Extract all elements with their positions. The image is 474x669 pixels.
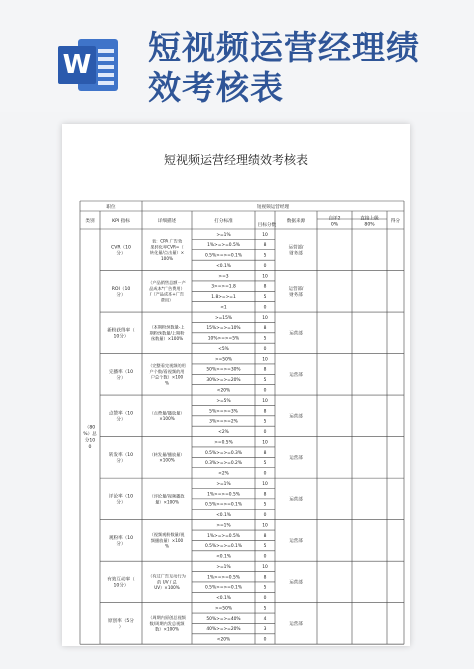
kpi-name: 完播率（10	[108, 369, 134, 375]
kpi-desc: %	[165, 543, 169, 549]
tier-standard: 3>=>=1.8	[211, 284, 236, 290]
tier-standard: 40%>=>=20%	[206, 627, 241, 633]
kpi-desc: 费用）	[160, 297, 174, 303]
tier-score: 8	[263, 409, 267, 415]
header-self-eval: 自评2	[328, 216, 341, 222]
kpi-name: ）	[118, 625, 124, 631]
tier-standard: 1%>=>=0.5%	[207, 533, 240, 539]
tier-score: 5	[263, 544, 267, 550]
banner	[0, 0, 474, 112]
kpi-desc: （点赞量/播放量）	[149, 410, 185, 416]
tier-score: 0	[263, 554, 267, 560]
tier-standard: >=0.5%	[214, 440, 233, 446]
tier-score: 0	[263, 388, 267, 394]
kpi-name: 分）	[116, 542, 126, 548]
tier-standard: >=1%	[216, 564, 231, 570]
tier-score: 0	[263, 471, 267, 477]
kpi-name: 分）	[116, 500, 126, 506]
tier-standard: <1	[220, 305, 227, 311]
category-label: 分10	[84, 438, 96, 444]
tier-score: 5	[263, 419, 267, 425]
tier-standard: <2%	[218, 471, 229, 477]
kpi-desc: 数）×100%	[155, 626, 179, 632]
kpi-name: 分）	[116, 376, 126, 382]
tier-standard: 1.8>=>=1	[211, 295, 236, 301]
tier-standard: 0.5%>=>=0.1%	[204, 544, 243, 550]
kpi-desc: 频播放量）×100	[150, 537, 184, 543]
tier-standard: >=1%	[216, 481, 231, 487]
data-source: 财务部	[289, 251, 303, 257]
kpi-desc: （本期粉丝数量-上	[149, 324, 185, 330]
tier-standard: 5%>=>=3%	[209, 409, 238, 415]
tier-standard: 1%>=>=0.5%	[207, 492, 240, 498]
tier-score: 5	[263, 606, 267, 612]
kpi-desc: UV）×100%	[154, 585, 180, 591]
tier-score: 5	[263, 295, 267, 301]
tier-standard: >=3	[218, 274, 229, 280]
tier-score: 5	[263, 378, 267, 384]
kpi-desc: ×100%	[159, 416, 175, 422]
header-kpi: KPI 指标	[112, 219, 130, 224]
tier-score: 0	[263, 346, 267, 352]
category-label: %）总	[83, 431, 97, 437]
tier-score: 8	[263, 367, 267, 373]
kpi-name: 点赞率（10	[108, 411, 134, 417]
kpi-desc: 果转化率CVR=（	[150, 244, 184, 250]
tier-score: 8	[263, 243, 267, 249]
header-scoring: 打分标准	[214, 219, 233, 224]
tier-standard: >=1%	[216, 523, 231, 529]
header-source: 数据来源	[286, 219, 306, 224]
tier-score: 0	[263, 263, 267, 269]
tier-score: 5	[263, 461, 267, 467]
kpi-name: 10分）	[113, 334, 129, 340]
kpi-desc: 转化量/点击量）×	[149, 250, 185, 256]
kpi-desc: （有过广告互动行为	[148, 573, 186, 579]
kpi-desc: （视频观粉数量/视	[149, 532, 185, 538]
category-label: 0	[88, 444, 92, 450]
data-source: 运营部	[289, 331, 303, 337]
tier-standard: <20%	[216, 637, 231, 643]
tier-standard: 0.5%>=>=0.1%	[204, 502, 243, 508]
tier-score: 0	[263, 305, 267, 311]
tier-score: 10	[262, 440, 268, 446]
tier-score: 0	[263, 513, 267, 519]
tier-score: 5	[263, 253, 267, 259]
data-source: 运营部	[289, 580, 303, 586]
kpi-name: 分）	[116, 459, 126, 465]
tier-score: 5	[263, 336, 267, 342]
data-source: 运营部	[289, 538, 303, 544]
kpi-desc: 品成本*广告费用）	[149, 285, 185, 291]
kpi-desc: %	[165, 380, 169, 386]
tier-standard: <2%	[218, 430, 229, 436]
tier-score: 10	[262, 315, 268, 321]
tier-score: 5	[263, 585, 267, 591]
tier-score: 8	[263, 326, 267, 332]
tier-score: 0	[263, 637, 267, 643]
kpi-desc: ×100%	[159, 457, 175, 463]
data-source: 财务部	[289, 292, 303, 298]
header-total: 得分	[390, 219, 401, 224]
kpi-desc: （转发量/播放量）	[149, 451, 185, 457]
kpi-name: 观粉率（10	[108, 535, 134, 541]
banner-title: 短视频运营经理绩效考核表	[148, 28, 420, 107]
kpi-name: 10分）	[113, 583, 129, 589]
kpi-desc: （评论量/视频播放	[149, 493, 185, 499]
tier-standard: <0.1%	[216, 596, 231, 602]
kpi-name: 有效互动率（	[107, 577, 135, 583]
tier-score: 3	[263, 627, 267, 633]
data-source: 运营部	[289, 621, 303, 627]
kpi-name: 分）	[116, 251, 126, 257]
tier-score: 10	[262, 398, 268, 404]
header-supervisor: 80%	[364, 222, 375, 228]
tier-score: 0	[263, 596, 267, 602]
tier-standard: <0.1%	[216, 263, 231, 269]
data-source: 运营部	[289, 455, 303, 461]
tier-score: 4	[263, 616, 267, 622]
document-page	[62, 124, 410, 646]
tier-standard: 0.3%>=>=0.2%	[204, 461, 243, 467]
word-document-icon	[58, 36, 120, 94]
tier-standard: >=1%	[216, 232, 231, 238]
kpi-name: ROI（10	[111, 286, 131, 292]
tier-standard: >=5%	[216, 398, 231, 404]
document-title: 短视频运营经理绩效考核表	[163, 153, 308, 167]
tier-standard: >=50%	[214, 357, 233, 363]
tier-score: 8	[263, 492, 267, 498]
tier-standard: 15%>=>=10%	[206, 326, 241, 332]
kpi-name: 原创率（5分	[108, 618, 134, 624]
tier-standard: 30%>=>=20%	[206, 378, 241, 384]
kpi-desc: （产品销售总额－产	[148, 280, 186, 286]
tier-standard: 50%>=>=30%	[206, 367, 241, 373]
tier-standard: 0.5%>=>=0.1%	[204, 253, 243, 259]
tier-score: 8	[263, 450, 267, 456]
data-source: 运营部/	[288, 286, 304, 292]
kpi-desc: （完整看完视频的用	[148, 363, 186, 369]
tier-standard: 50%>=>=40%	[206, 616, 241, 622]
header-self-eval: 0%	[330, 222, 339, 228]
kpi-name: 新粉获得率（	[107, 328, 135, 334]
kpi-desc: 量）×100%	[155, 499, 179, 505]
tier-score: 5	[263, 502, 267, 508]
tier-score: 8	[263, 284, 267, 290]
category-label: （80	[84, 425, 96, 431]
tier-score: 10	[262, 523, 268, 529]
tier-score: 10	[262, 481, 268, 487]
kpi-desc: 的 UV / 总	[157, 579, 177, 585]
tier-standard: 3%>=>=2%	[209, 419, 238, 425]
kpi-name: 分）	[116, 417, 126, 423]
tier-standard: 10%>=>=5%	[207, 336, 240, 342]
word-letter: W	[58, 46, 96, 84]
data-source: 运营部/	[288, 245, 304, 251]
tier-standard: 1%>=>=0.5%	[207, 243, 240, 249]
kpi-name: 评论率（10	[108, 494, 134, 500]
tier-standard: 0.5%>=>=0.1%	[204, 585, 243, 591]
tier-standard: 0.5%>=>=0.3%	[204, 450, 243, 456]
tier-score: 10	[262, 232, 268, 238]
kpi-desc: （周期内原创总视频	[148, 615, 186, 621]
kpi-desc: 户总个数）×100	[150, 374, 184, 380]
tier-score: 8	[263, 533, 267, 539]
kpi-desc: 期粉丝数量/上期粉	[149, 330, 185, 336]
kpi-name: 转发率（10	[108, 452, 134, 458]
header-desc: 详细描述	[157, 219, 177, 224]
kpi-desc: 数/周期内发总视频	[149, 620, 185, 626]
tier-standard: <0.1%	[216, 513, 231, 519]
kpi-table	[62, 124, 410, 646]
kpi-desc: 户个数/看视频的用	[149, 368, 185, 374]
tier-score: 0	[263, 430, 267, 436]
tier-standard: >=50%	[214, 606, 233, 612]
position-label: 职位	[106, 205, 116, 210]
kpi-desc: 表：CPA 广告效	[151, 238, 183, 244]
tier-standard: >=15%	[214, 315, 233, 321]
tier-score: 10	[262, 564, 268, 570]
kpi-desc: /（产品成本+广告	[149, 291, 185, 297]
tier-standard: <5%	[218, 346, 229, 352]
tier-score: 10	[262, 357, 268, 363]
header-category: 类别	[85, 219, 95, 224]
data-source: 运营部	[289, 372, 303, 378]
tier-standard: 1%>=>=0.5%	[207, 575, 240, 581]
tier-score: 10	[262, 274, 268, 280]
position-value: 短视频运营经理	[256, 205, 290, 210]
kpi-desc: 100%	[161, 255, 173, 261]
tier-standard: <20%	[216, 388, 231, 394]
data-source: 运营部	[289, 497, 303, 503]
kpi-name: 分）	[116, 292, 126, 298]
data-source: 运营部	[289, 414, 303, 420]
tier-score: 8	[263, 575, 267, 581]
header-score: 目标分数	[257, 223, 277, 228]
kpi-name: CVR（10	[111, 245, 131, 251]
header-supervisor: 直接上级	[360, 216, 379, 222]
tier-standard: <0.1%	[216, 554, 231, 560]
kpi-desc: 丝数量）×100%	[150, 336, 184, 342]
